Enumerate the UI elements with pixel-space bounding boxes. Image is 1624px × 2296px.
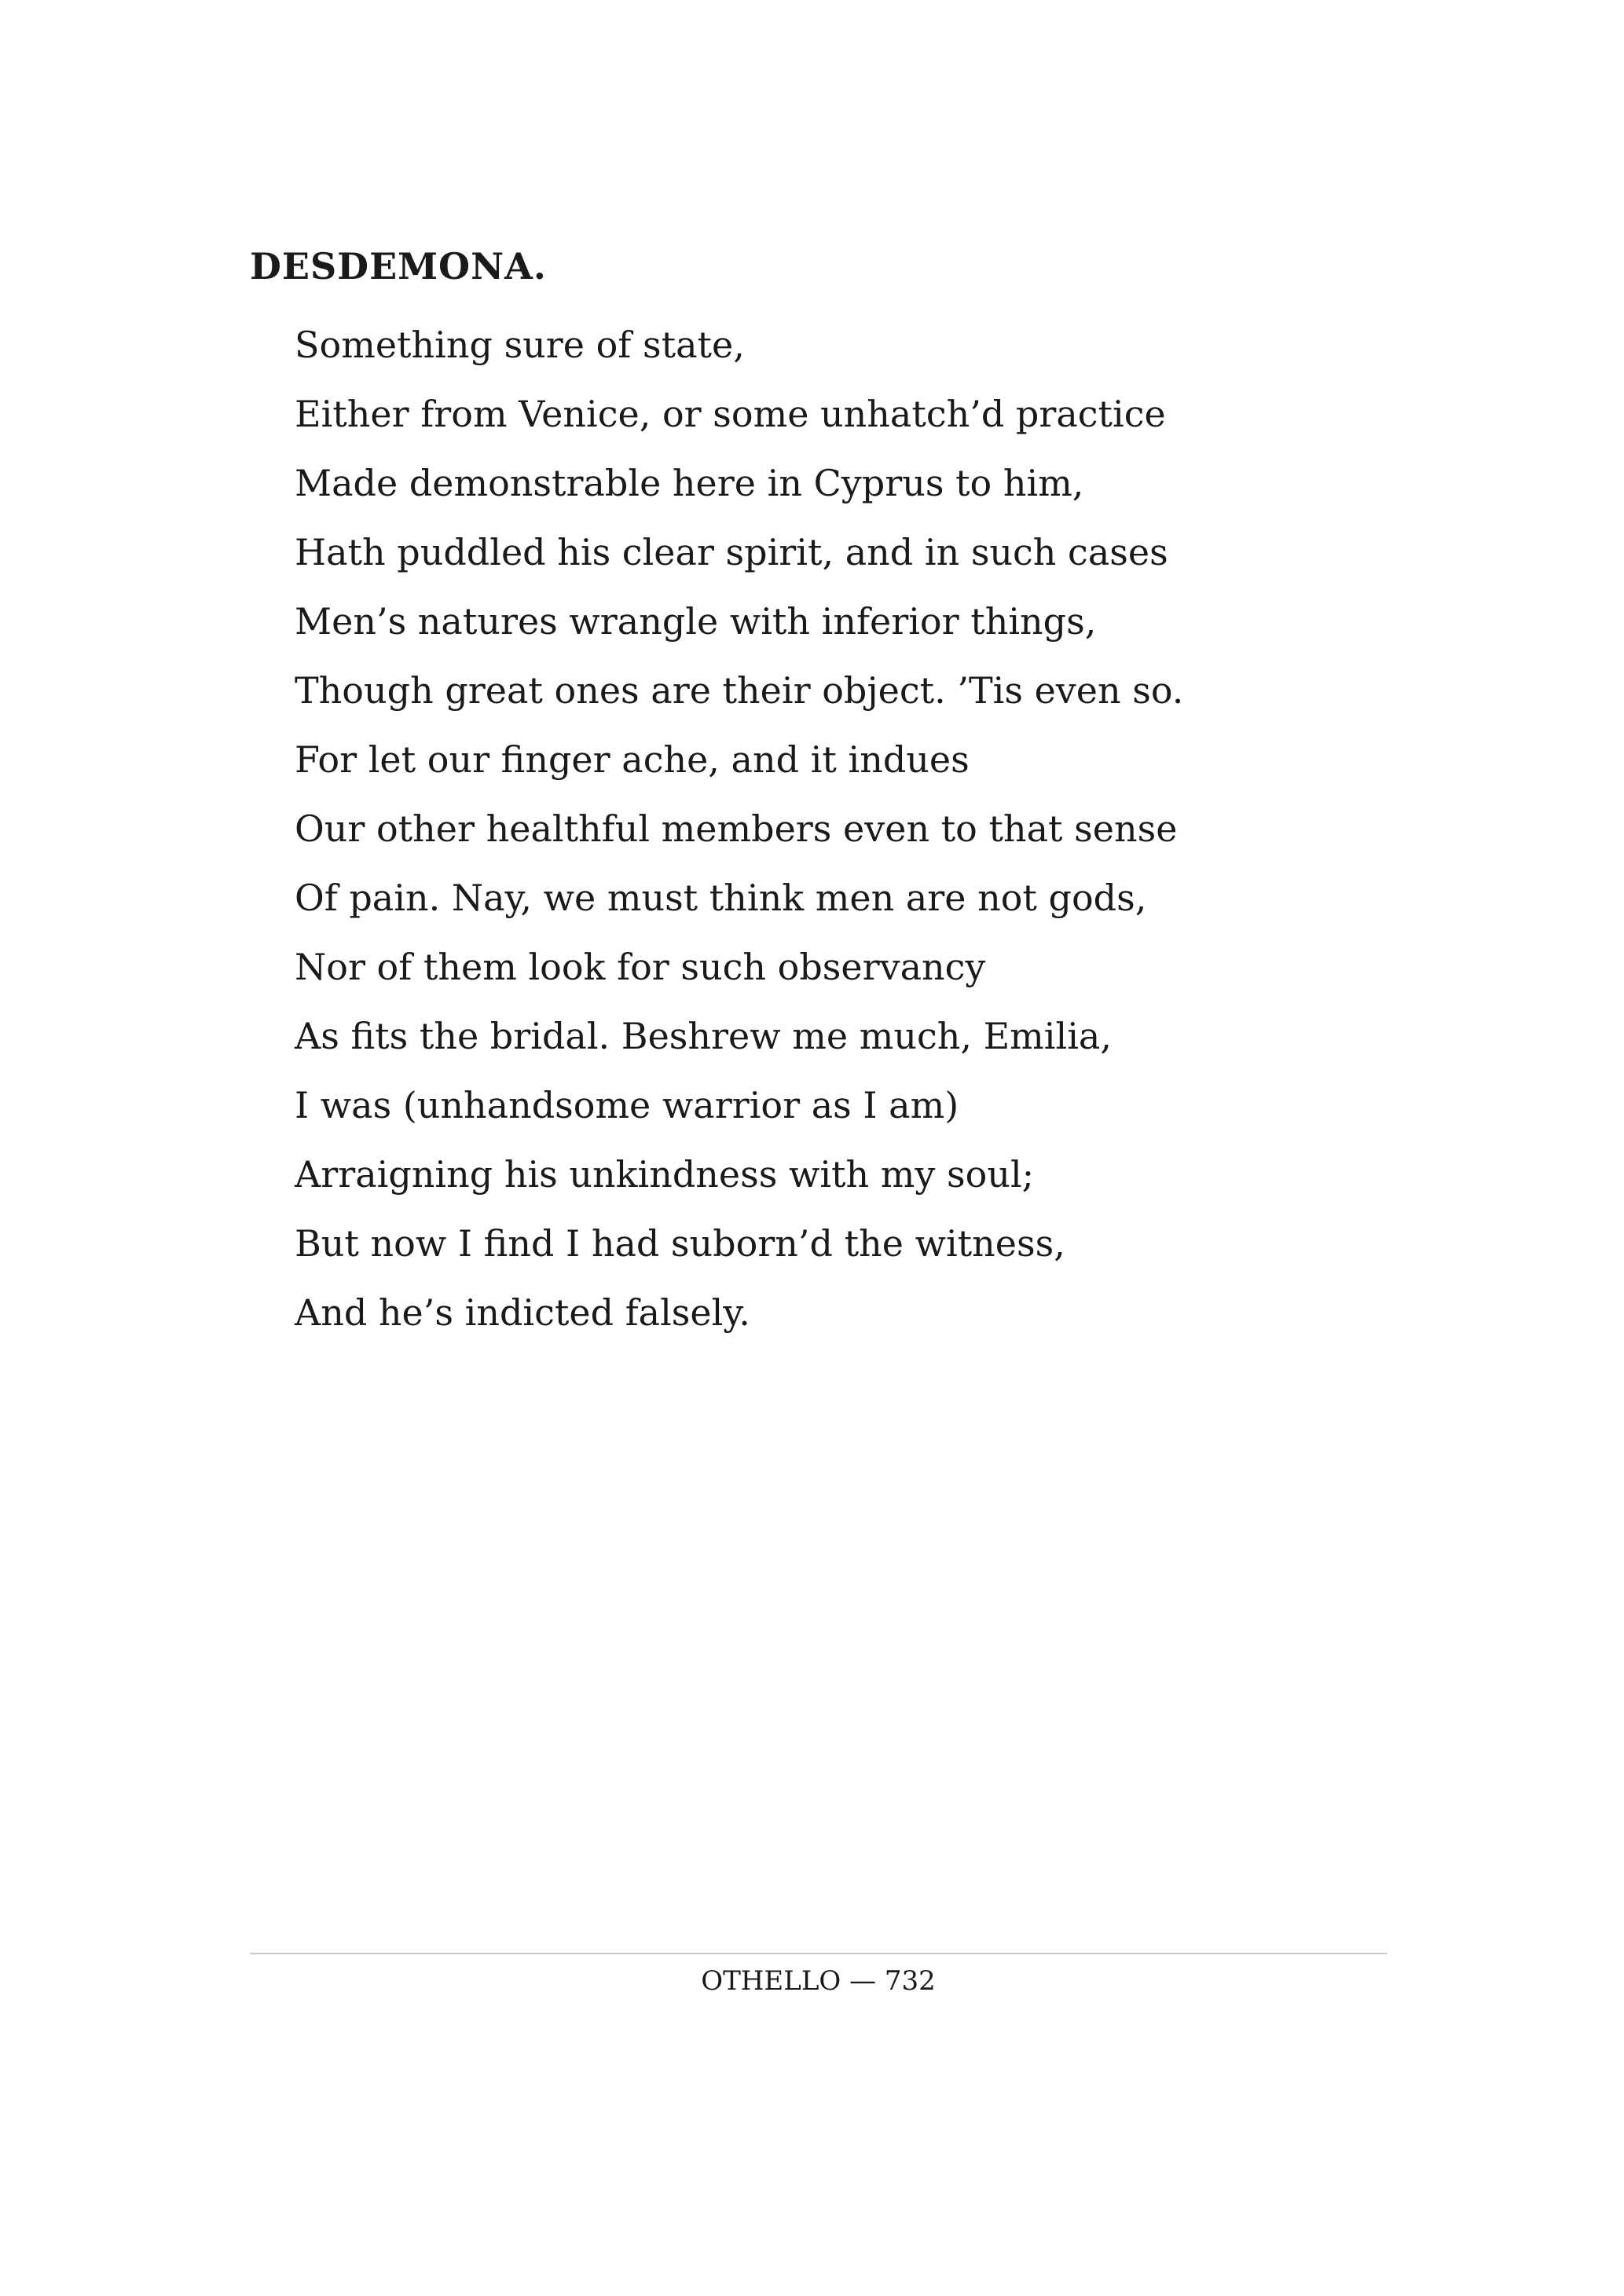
- verse-line: Arraigning his unkindness with my soul;: [295, 1153, 1035, 1196]
- verse-line: Made demonstrable here in Cyprus to him,: [295, 462, 1084, 504]
- verse-line: As fits the bridal. Beshrew me much, Emilia,: [295, 1015, 1112, 1057]
- verse-line: Nor of them look for such observancy: [295, 946, 986, 988]
- page-footer: OTHELLO — 732: [701, 1965, 936, 1997]
- footer-divider: [250, 1953, 1387, 1954]
- verse-line: Hath puddled his clear spirit, and in such cases: [295, 531, 1168, 573]
- verse-line: Something sure of state,: [295, 324, 745, 366]
- speaker-name: DESDEMONA.: [250, 245, 547, 287]
- verse-line: For let our finger ache, and it indues: [295, 738, 970, 781]
- verse-line: Either from Venice, or some unhatch’d practice: [295, 393, 1166, 435]
- verse-line: Of pain. Nay, we must think men are not gods,: [295, 877, 1147, 919]
- verse-line: Men’s natures wrangle with inferior things,: [295, 600, 1097, 643]
- verse-line: Our other healthful members even to that sense: [295, 807, 1178, 850]
- verse-line: Though great ones are their object. ’Tis even so.: [295, 669, 1184, 712]
- verse-line: But now I find I had suborn’d the witness,: [295, 1222, 1065, 1265]
- verse-block: [295, 310, 1183, 1347]
- verse-line: I was (unhandsome warrior as I am): [295, 1084, 959, 1126]
- verse-line: And he’s indicted falsely.: [295, 1291, 750, 1334]
